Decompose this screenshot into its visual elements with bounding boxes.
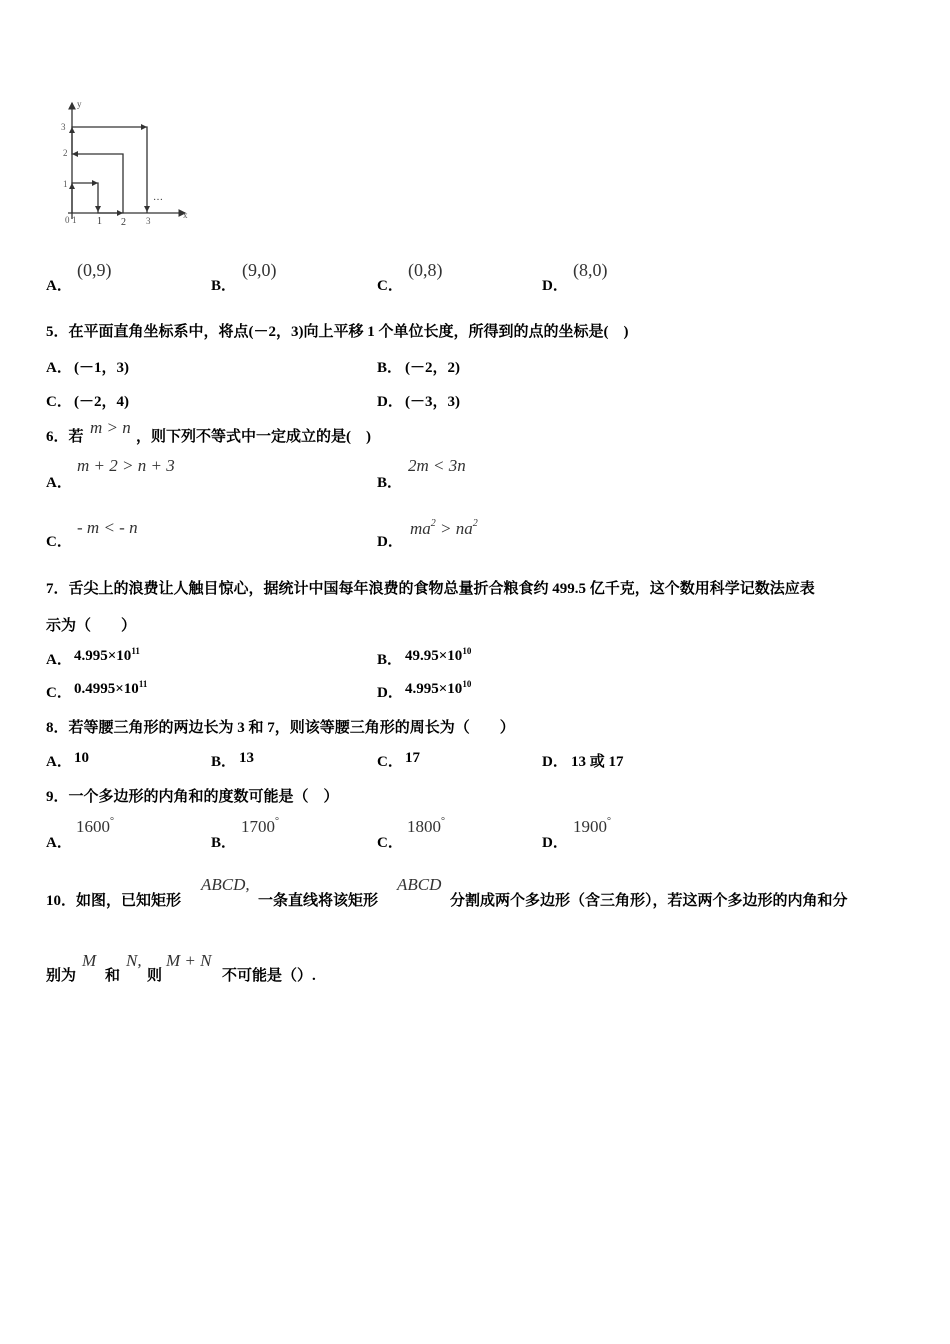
q4-option-b-value: (9,0) — [242, 260, 277, 280]
q10-math-m: M — [82, 951, 97, 970]
q4-option-c-value: (0,8) — [408, 260, 443, 280]
q8-option-d-letter: D． — [542, 754, 568, 770]
q5-option-a-letter: A． — [46, 360, 72, 376]
q5-stem: 5．在平面直角坐标系中，将点(－2，3)向上平移 1 个单位长度，所得到的点的坐标是( ) — [46, 324, 629, 340]
ellipsis: … — [153, 192, 163, 203]
q10-line2-c: 则 — [147, 968, 163, 984]
q4-option-c-letter: C． — [377, 278, 403, 294]
spiral-path — [72, 127, 147, 213]
axis-x-label: x — [183, 210, 188, 220]
q10-math-abcd-1: ABCD, — [201, 875, 250, 894]
q6-option-d-value: $ma^2 > na^2$ — [410, 518, 478, 538]
spiral-path-figure — [50, 95, 200, 230]
q7-option-a-letter: A． — [46, 652, 72, 668]
q10-math-n: N, — [126, 951, 142, 970]
q6-option-d-letter: D． — [377, 534, 403, 550]
q4-option-d-letter: D． — [542, 278, 568, 294]
q9-option-a-value: 1600° — [76, 816, 114, 836]
q7-option-d-letter: D． — [377, 685, 403, 701]
q7-option-c-value: $0.4995\times 10^{11}$ — [74, 679, 148, 697]
q6-stem-suffix: ，则下列不等式中一定成立的是( ) — [136, 429, 371, 445]
q8-option-a-value: 10 — [74, 750, 89, 766]
q9-option-c-letter: C． — [377, 835, 403, 851]
q6-stem-math: m > n — [90, 418, 131, 437]
q7-option-b-letter: B． — [377, 652, 403, 668]
q10-math-sum: M + N — [166, 951, 212, 970]
q8-option-a-letter: A． — [46, 754, 72, 770]
q10-line2-d: 不可能是（）. — [222, 968, 316, 984]
q6-option-b-value: 2m < 3n — [408, 456, 466, 475]
origin-label: 0 — [65, 215, 70, 225]
q10-line2-b: 和 — [105, 968, 121, 984]
q7-option-a-value: $4.995\times 10^{11}$ — [74, 646, 140, 664]
q5-option-c-letter: C． — [46, 394, 72, 410]
q8-option-c-letter: C． — [377, 754, 403, 770]
x-tick-3: 3 — [146, 216, 151, 226]
q4-option-d-value: (8,0) — [573, 260, 608, 280]
q8-option-d-value: 13 或 17 — [571, 754, 624, 770]
q4-option-a-letter: A． — [46, 278, 72, 294]
q5-option-c-value: (－2，4) — [74, 394, 129, 410]
q5-option-d-value: (－3，3) — [405, 394, 460, 410]
q5-option-d-letter: D． — [377, 394, 403, 410]
y-tick-2: 2 — [63, 148, 68, 158]
q9-stem: 9．一个多边形的内角和的度数可能是（ ） — [46, 789, 339, 805]
q4-option-b-letter: B． — [211, 278, 237, 294]
q7-option-b-value: $49.95\times 10^{10}$ — [405, 646, 472, 664]
y-tick-3: 3 — [61, 122, 66, 132]
q5-option-b-letter: B． — [377, 360, 403, 376]
q9-option-b-value: 1700° — [241, 816, 279, 836]
q7-option-c-letter: C． — [46, 685, 72, 701]
q10-part2: 一条直线将该矩形 — [258, 893, 379, 909]
q9-option-c-value: 1800° — [407, 816, 445, 836]
q9-option-a-letter: A． — [46, 835, 72, 851]
q6-option-b-letter: B． — [377, 475, 403, 491]
axis-y-label: y — [77, 99, 82, 109]
q5-option-b-value: (－2，2) — [405, 360, 460, 376]
q9-option-b-letter: B． — [211, 835, 237, 851]
q10-math-abcd-2: ABCD — [397, 875, 442, 894]
q7-option-d-value: $4.995\times 10^{10}$ — [405, 679, 472, 697]
q8-stem: 8．若等腰三角形的两边长为 3 和 7，则该等腰三角形的周长为（ ） — [46, 720, 515, 736]
x-tick-1: 1 — [97, 216, 102, 227]
q10-part1: 10．如图，已知矩形 — [46, 893, 182, 909]
q6-option-c-letter: C． — [46, 534, 72, 550]
q7-stem-line1: 7．舌尖上的浪费让人触目惊心，据统计中国每年浪费的食物总量折合粮食约 499.5 亿千克，这个数用科学记数法应表 — [46, 581, 815, 597]
q5-option-a-value: (－1，3) — [74, 360, 129, 376]
q8-option-b-letter: B． — [211, 754, 237, 770]
q9-option-d-value: 1900° — [573, 816, 611, 836]
q4-option-a-value: (0,9) — [77, 260, 112, 280]
q9-option-d-letter: D． — [542, 835, 568, 851]
q7-stem-line2: 示为（ ） — [46, 618, 137, 634]
q8-option-c-value: 17 — [405, 750, 420, 766]
q8-option-b-value: 13 — [239, 750, 254, 766]
q10-part3: 分割成两个多边形（含三角形），若这两个多边形的内角和分 — [450, 893, 848, 909]
y-tick-1: 1 — [63, 179, 68, 189]
x-tick-2: 2 — [121, 217, 126, 228]
x-tick-1a: 1 — [72, 215, 77, 225]
q10-line2-a: 别为 — [46, 968, 77, 984]
q6-stem-prefix: 6．若 — [46, 429, 84, 445]
q6-option-a-value: m + 2 > n + 3 — [77, 456, 175, 475]
q6-option-a-letter: A． — [46, 475, 72, 491]
q6-option-c-value: - m < - n — [77, 518, 138, 537]
